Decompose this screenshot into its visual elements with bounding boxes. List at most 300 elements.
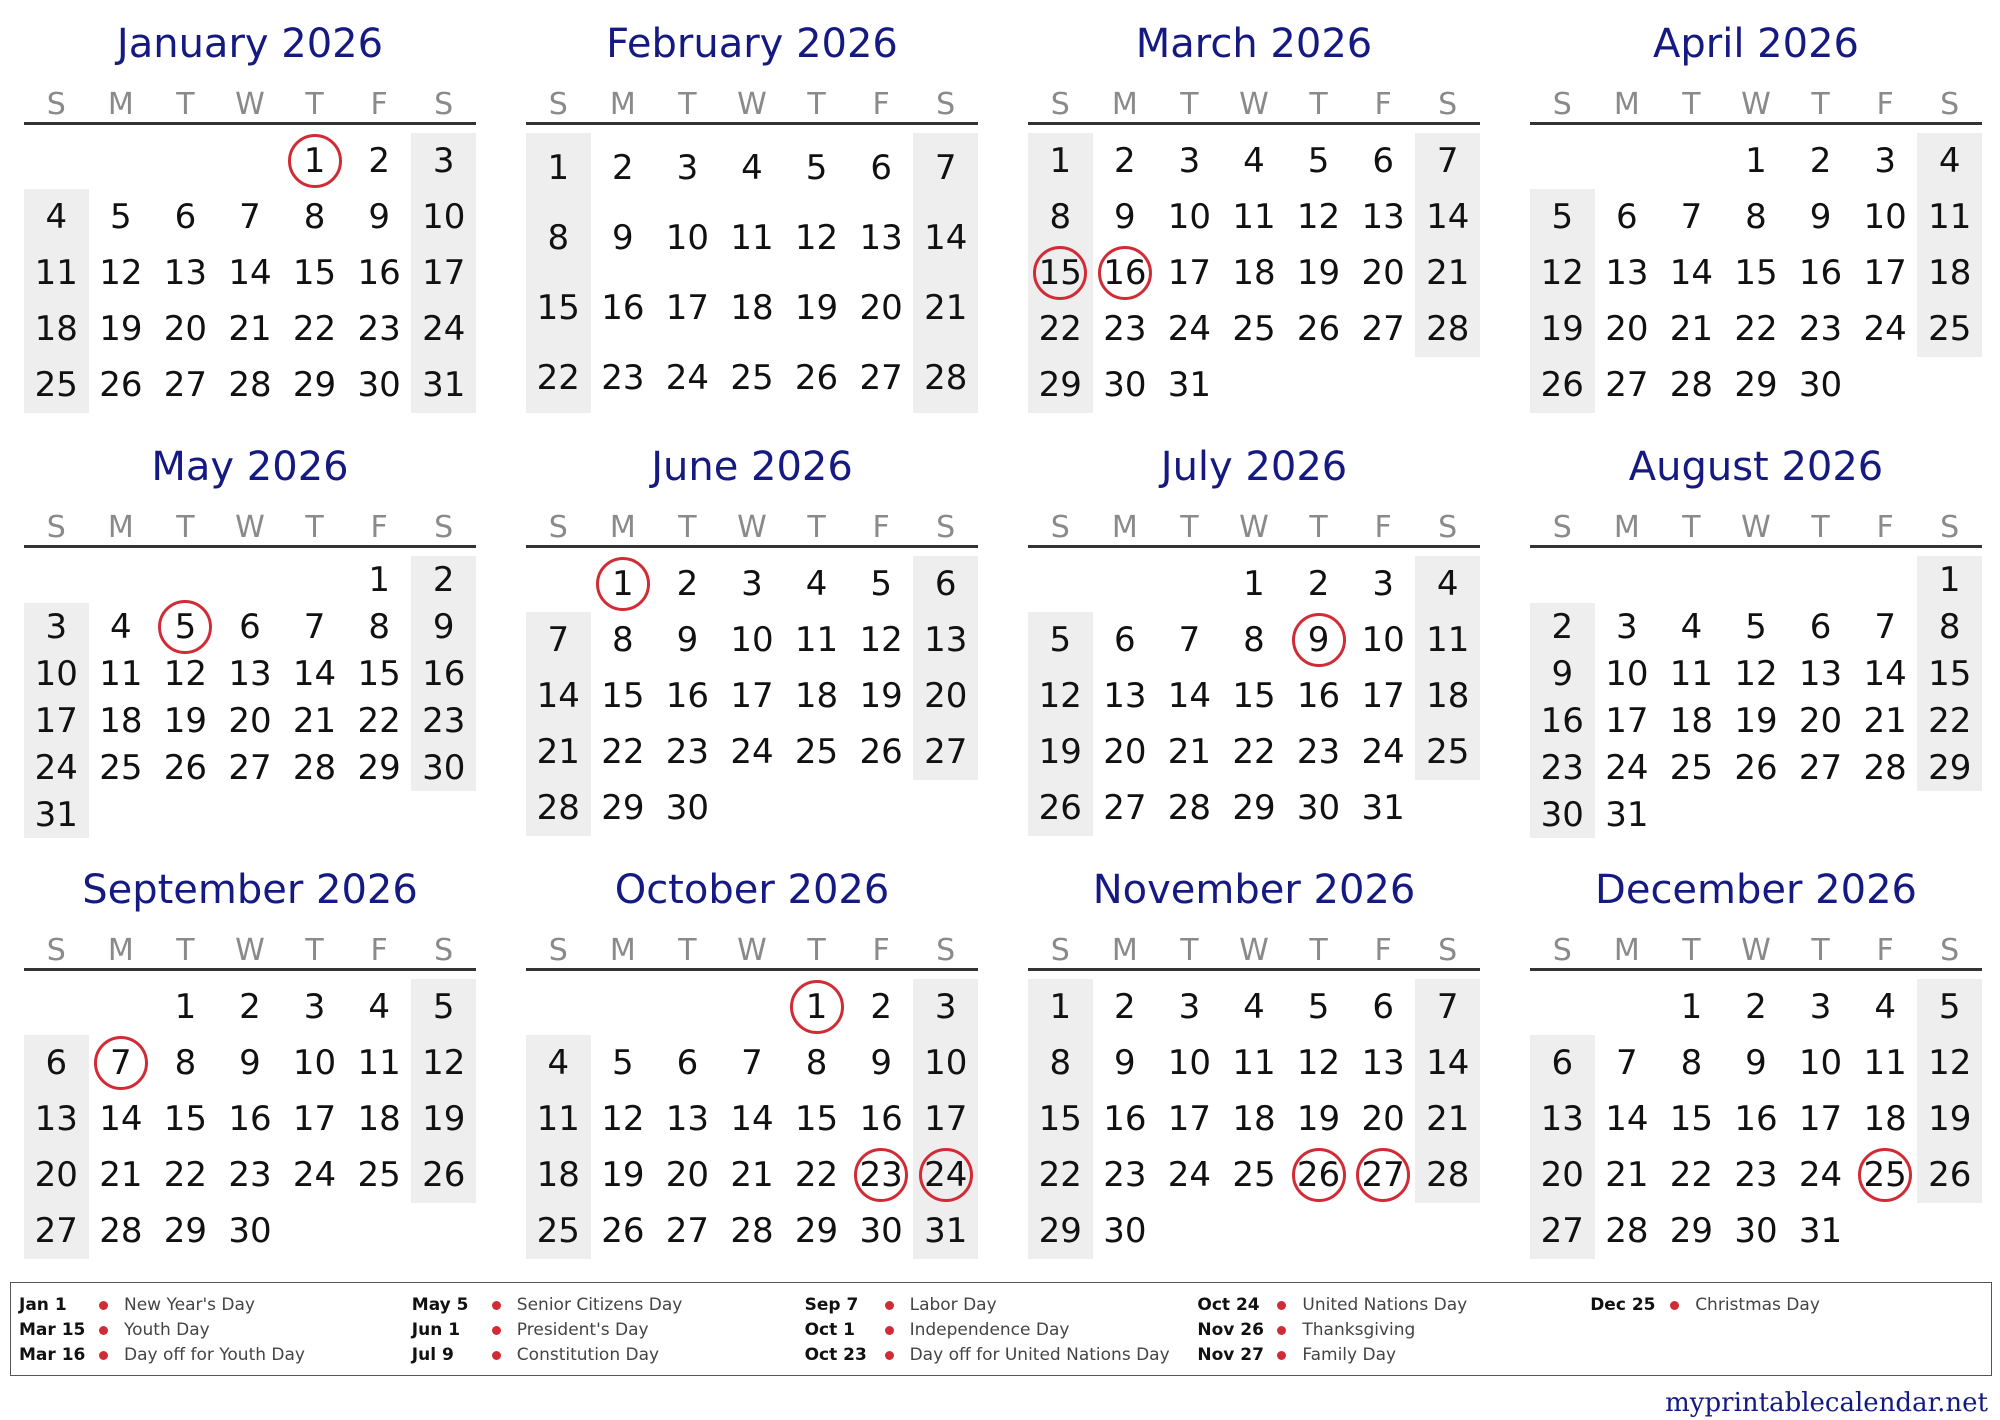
day-number: 1 — [1049, 987, 1072, 1027]
day-number: 14 — [99, 1099, 143, 1139]
day-number: 26 — [601, 1211, 645, 1251]
day-cell — [1530, 697, 1595, 744]
day-number: 9 — [1114, 197, 1136, 237]
day-cell — [153, 357, 218, 413]
day-cell — [655, 273, 720, 343]
weekday-label: T — [1682, 87, 1701, 122]
holiday-day-cell — [1853, 1147, 1918, 1203]
day-cell — [1222, 133, 1287, 189]
day-number: 9 — [870, 1043, 892, 1083]
day-number: 17 — [292, 1099, 337, 1139]
day-cell — [1222, 668, 1287, 724]
day-cell — [347, 979, 412, 1035]
bullet-dot-icon — [492, 1351, 501, 1360]
day-number: 9 — [368, 197, 390, 237]
empty-cell — [218, 791, 283, 838]
day-cell — [1286, 245, 1351, 301]
day-cell — [913, 273, 978, 343]
day-cell — [1157, 1035, 1222, 1091]
day-cell — [1351, 1091, 1416, 1147]
weekday-label: S — [1940, 87, 1960, 122]
day-cell — [24, 791, 89, 838]
day-number: 10 — [1605, 653, 1649, 694]
header-divider — [1530, 122, 1982, 125]
day-number: 16 — [357, 253, 401, 293]
day-cell — [1853, 189, 1918, 245]
day-number: 4 — [1243, 987, 1265, 1027]
day-cell — [282, 979, 347, 1035]
day-number: 23 — [228, 1155, 272, 1195]
day-number: 13 — [163, 253, 208, 293]
day-cell — [655, 1091, 720, 1147]
day-number: 1 — [805, 987, 828, 1027]
day-number: 17 — [34, 700, 78, 741]
day-number: 4 — [45, 197, 68, 237]
day-number: 29 — [1734, 365, 1778, 405]
empty-cell — [1917, 1203, 1982, 1259]
month-title: May 2026 — [151, 444, 349, 490]
day-cell — [1157, 245, 1222, 301]
day-number: 16 — [665, 676, 710, 716]
day-number: 18 — [99, 700, 143, 741]
day-number: 12 — [1296, 197, 1341, 237]
empty-cell — [720, 780, 785, 836]
day-number: 7 — [110, 1043, 132, 1083]
weekday-label: S — [46, 87, 66, 122]
empty-cell — [153, 133, 218, 189]
day-cell — [89, 189, 154, 245]
day-number: 21 — [1669, 309, 1714, 349]
holiday-name: President's Day — [516, 1320, 649, 1340]
site-footer[interactable]: myprintablecalendar.net — [1665, 1388, 1988, 1418]
day-cell — [1157, 357, 1222, 413]
empty-cell — [347, 791, 412, 838]
day-cell — [1724, 1091, 1789, 1147]
day-cell — [720, 1035, 785, 1091]
weekday-label: M — [1111, 933, 1138, 968]
day-cell — [526, 1035, 591, 1091]
day-cell — [1222, 780, 1287, 836]
month-title: July 2026 — [1160, 444, 1348, 490]
day-cell — [1286, 133, 1351, 189]
day-cell — [1351, 724, 1416, 780]
day-number: 18 — [1928, 253, 1972, 293]
day-number: 7 — [1616, 1043, 1638, 1083]
empty-cell — [655, 979, 720, 1035]
day-cell — [1028, 301, 1093, 357]
day-number: 7 — [1436, 987, 1459, 1027]
empty-cell — [591, 979, 656, 1035]
weekday-label: W — [235, 510, 265, 545]
day-number: 23 — [357, 309, 401, 349]
weekday-label: T — [807, 87, 826, 122]
day-number: 23 — [422, 700, 466, 741]
weekday-label: S — [434, 87, 454, 122]
day-number: 13 — [1540, 1099, 1584, 1139]
day-cell — [1093, 1147, 1158, 1203]
holiday-name: Labor Day — [909, 1295, 997, 1315]
day-number: 9 — [1114, 1043, 1136, 1083]
day-cell — [1659, 650, 1724, 697]
day-cell — [1351, 245, 1416, 301]
day-cell — [720, 133, 785, 203]
day-cell — [411, 603, 476, 650]
day-number: 10 — [665, 218, 710, 258]
empty-cell — [1724, 556, 1789, 603]
weekday-label: W — [235, 87, 265, 122]
weekday-header — [1530, 511, 1982, 545]
day-cell — [411, 744, 476, 791]
days-grid — [24, 133, 476, 413]
weekday-label: W — [737, 87, 767, 122]
day-number: 16 — [601, 288, 645, 328]
day-cell — [347, 556, 412, 603]
day-cell — [591, 133, 656, 203]
day-cell — [1724, 189, 1789, 245]
day-number: 15 — [1038, 1099, 1082, 1139]
day-number: 18 — [357, 1099, 401, 1139]
day-number: 15 — [292, 253, 337, 293]
day-number: 6 — [45, 1043, 68, 1083]
day-cell — [526, 780, 591, 836]
weekday-label: F — [370, 510, 388, 545]
day-number: 3 — [1178, 987, 1201, 1027]
empty-cell — [89, 133, 154, 189]
day-number: 10 — [924, 1043, 968, 1083]
day-cell — [913, 668, 978, 724]
weekday-label: T — [1682, 933, 1701, 968]
day-cell — [1659, 744, 1724, 791]
holiday-day-cell — [1351, 1147, 1416, 1203]
day-cell — [913, 343, 978, 413]
day-cell — [1286, 668, 1351, 724]
weekday-label: W — [1239, 87, 1269, 122]
day-number: 16 — [1798, 253, 1843, 293]
day-number: 8 — [368, 606, 390, 647]
holiday-date: May 5 — [411, 1295, 469, 1315]
day-number: 25 — [1232, 1155, 1276, 1195]
month-calendar — [526, 423, 978, 846]
day-number: 11 — [1232, 1043, 1276, 1083]
day-number: 6 — [1114, 620, 1136, 660]
day-number: 28 — [1426, 309, 1470, 349]
day-number: 24 — [1863, 309, 1907, 349]
day-number: 8 — [303, 197, 326, 237]
month-title: October 2026 — [614, 867, 890, 913]
empty-cell — [1917, 357, 1982, 413]
day-cell — [347, 1035, 412, 1091]
day-cell — [1351, 301, 1416, 357]
day-number: 17 — [665, 288, 710, 328]
holiday-day-cell — [282, 133, 347, 189]
month-calendar — [1028, 846, 1480, 1270]
day-number: 17 — [1167, 1099, 1212, 1139]
day-cell — [1286, 189, 1351, 245]
day-cell — [1595, 245, 1660, 301]
day-cell — [526, 724, 591, 780]
day-number: 19 — [859, 676, 903, 716]
day-number: 13 — [228, 653, 272, 694]
day-number: 17 — [1863, 253, 1907, 293]
day-number: 22 — [536, 358, 580, 398]
day-number: 2 — [612, 148, 634, 188]
day-cell — [1157, 189, 1222, 245]
empty-cell — [1659, 556, 1724, 603]
day-cell — [218, 697, 283, 744]
weekday-label: T — [176, 87, 195, 122]
day-number: 17 — [730, 676, 774, 716]
day-number: 30 — [1103, 365, 1147, 405]
weekday-label: W — [737, 510, 767, 545]
day-number: 17 — [422, 253, 466, 293]
days-grid — [1530, 133, 1982, 413]
day-number: 11 — [99, 653, 143, 694]
day-cell — [526, 133, 591, 203]
day-number: 29 — [1928, 747, 1972, 788]
day-number: 4 — [1243, 141, 1265, 181]
weekday-label: S — [434, 933, 454, 968]
day-number: 3 — [1616, 606, 1638, 647]
day-cell — [784, 273, 849, 343]
day-number: 27 — [1103, 788, 1147, 828]
day-number: 8 — [1938, 606, 1961, 647]
day-cell — [913, 724, 978, 780]
day-number: 6 — [1616, 197, 1638, 237]
holiday-day-cell — [913, 1147, 978, 1203]
day-number: 6 — [1809, 606, 1832, 647]
header-divider — [526, 545, 978, 548]
day-number: 29 — [794, 1211, 839, 1251]
days-grid — [526, 979, 978, 1259]
day-cell — [24, 301, 89, 357]
day-cell — [1351, 668, 1416, 724]
day-cell — [411, 697, 476, 744]
day-cell — [347, 357, 412, 413]
day-number: 10 — [730, 620, 774, 660]
day-number: 6 — [1372, 141, 1394, 181]
month-calendar — [1530, 423, 1982, 846]
empty-cell — [282, 556, 347, 603]
day-number: 29 — [601, 788, 645, 828]
weekday-label: S — [548, 87, 568, 122]
day-cell — [1724, 603, 1789, 650]
day-cell — [655, 1147, 720, 1203]
day-number: 15 — [1232, 676, 1276, 716]
day-cell — [411, 133, 476, 189]
day-cell — [784, 724, 849, 780]
day-number: 23 — [859, 1155, 903, 1195]
day-number: 18 — [1232, 1099, 1276, 1139]
day-number: 7 — [547, 620, 570, 660]
empty-cell — [1595, 979, 1660, 1035]
day-cell — [218, 245, 283, 301]
day-cell — [1028, 1203, 1093, 1259]
day-cell — [913, 612, 978, 668]
weekday-label: S — [46, 510, 66, 545]
weekday-header — [1028, 511, 1480, 545]
holiday-date: Sep 7 — [804, 1295, 859, 1315]
empty-cell — [1351, 357, 1416, 413]
day-cell — [591, 343, 656, 413]
day-cell — [282, 189, 347, 245]
day-number: 30 — [1540, 794, 1584, 835]
day-number: 1 — [174, 987, 197, 1027]
weekday-label: W — [1239, 933, 1269, 968]
weekday-label: S — [936, 510, 956, 545]
weekday-label: M — [1613, 87, 1640, 122]
day-cell — [24, 744, 89, 791]
day-number: 13 — [859, 218, 903, 258]
day-cell — [849, 724, 914, 780]
day-cell — [218, 979, 283, 1035]
day-number: 18 — [1669, 700, 1714, 741]
weekday-label: S — [1552, 510, 1572, 545]
day-cell — [1415, 668, 1480, 724]
day-cell — [655, 556, 720, 612]
day-cell — [411, 556, 476, 603]
day-cell — [1157, 301, 1222, 357]
day-cell — [1351, 780, 1416, 836]
weekday-label: T — [807, 510, 826, 545]
day-cell — [1659, 357, 1724, 413]
empty-cell — [1286, 1203, 1351, 1259]
day-cell — [411, 1035, 476, 1091]
weekday-label: S — [548, 933, 568, 968]
bullet-dot-icon — [1670, 1301, 1679, 1310]
day-number: 12 — [859, 620, 903, 660]
day-number: 12 — [794, 218, 839, 258]
day-number: 10 — [1167, 197, 1212, 237]
legend-item — [412, 1318, 805, 1343]
day-cell — [24, 1147, 89, 1203]
day-cell — [1724, 697, 1789, 744]
holiday-date: Oct 23 — [804, 1345, 867, 1365]
day-cell — [153, 1035, 218, 1091]
weekday-label: T — [305, 933, 324, 968]
empty-cell — [1659, 133, 1724, 189]
weekday-label: S — [434, 510, 454, 545]
day-cell — [1659, 189, 1724, 245]
empty-cell — [1724, 791, 1789, 838]
day-cell — [1093, 189, 1158, 245]
day-number: 21 — [1426, 253, 1470, 293]
empty-cell — [1530, 556, 1595, 603]
empty-cell — [784, 780, 849, 836]
day-cell — [89, 744, 154, 791]
day-number: 12 — [1734, 653, 1778, 694]
day-number: 30 — [1103, 1211, 1147, 1251]
day-number: 19 — [163, 700, 208, 741]
legend-column — [412, 1293, 805, 1375]
day-number: 7 — [1178, 620, 1201, 660]
day-number: 20 — [1798, 700, 1843, 741]
day-number: 10 — [1863, 197, 1907, 237]
weekday-label: T — [1811, 510, 1830, 545]
weekday-header — [526, 511, 978, 545]
day-cell — [1724, 979, 1789, 1035]
day-number: 11 — [1928, 197, 1972, 237]
weekday-label: F — [872, 510, 890, 545]
day-number: 13 — [1605, 253, 1649, 293]
day-number: 8 — [1049, 197, 1072, 237]
holiday-date: Jul 9 — [411, 1345, 454, 1365]
day-cell — [282, 1035, 347, 1091]
day-number: 24 — [1167, 1155, 1212, 1195]
day-cell — [1595, 1203, 1660, 1259]
empty-cell — [1415, 357, 1480, 413]
day-cell — [591, 668, 656, 724]
day-number: 29 — [1232, 788, 1276, 828]
legend-column — [19, 1293, 412, 1375]
day-number: 25 — [1232, 309, 1276, 349]
weekday-label: S — [936, 933, 956, 968]
day-cell — [1415, 979, 1480, 1035]
day-cell — [526, 612, 591, 668]
day-cell — [153, 979, 218, 1035]
day-number: 13 — [924, 620, 968, 660]
day-cell — [784, 203, 849, 273]
day-cell — [1788, 133, 1853, 189]
day-cell — [411, 301, 476, 357]
day-number: 18 — [1863, 1099, 1907, 1139]
day-number: 27 — [228, 747, 272, 788]
day-cell — [1415, 1035, 1480, 1091]
day-number: 13 — [1361, 197, 1405, 237]
day-cell — [1415, 189, 1480, 245]
day-cell — [1286, 780, 1351, 836]
empty-cell — [1351, 1203, 1416, 1259]
day-number: 24 — [34, 747, 78, 788]
day-cell — [282, 697, 347, 744]
day-cell — [526, 1203, 591, 1259]
day-number: 1 — [1049, 141, 1072, 181]
empty-cell — [1853, 791, 1918, 838]
day-number: 20 — [924, 676, 968, 716]
day-cell — [24, 603, 89, 650]
empty-cell — [411, 1203, 476, 1259]
day-cell — [913, 133, 978, 203]
day-number: 15 — [794, 1099, 839, 1139]
day-number: 25 — [357, 1155, 401, 1195]
empty-cell — [282, 1203, 347, 1259]
day-cell — [1595, 791, 1660, 838]
day-number: 18 — [794, 676, 839, 716]
weekday-label: S — [1438, 510, 1458, 545]
day-number: 19 — [1296, 253, 1341, 293]
day-cell — [720, 1147, 785, 1203]
day-number: 26 — [1296, 1155, 1341, 1195]
day-number: 26 — [1928, 1155, 1972, 1195]
day-number: 24 — [665, 358, 710, 398]
day-number: 19 — [601, 1155, 645, 1195]
weekday-label: T — [1682, 510, 1701, 545]
day-cell — [784, 343, 849, 413]
day-cell — [1415, 612, 1480, 668]
holiday-date: Oct 24 — [1197, 1295, 1260, 1315]
day-number: 24 — [292, 1155, 337, 1195]
weekday-label: T — [1309, 933, 1328, 968]
legend-item — [412, 1343, 805, 1368]
weekday-label: M — [609, 87, 636, 122]
days-grid — [526, 556, 978, 836]
empty-cell — [89, 979, 154, 1035]
empty-cell — [24, 979, 89, 1035]
day-number: 14 — [1669, 253, 1714, 293]
day-cell — [411, 650, 476, 697]
empty-cell — [1853, 556, 1918, 603]
day-number: 21 — [1863, 700, 1907, 741]
day-cell — [1222, 556, 1287, 612]
